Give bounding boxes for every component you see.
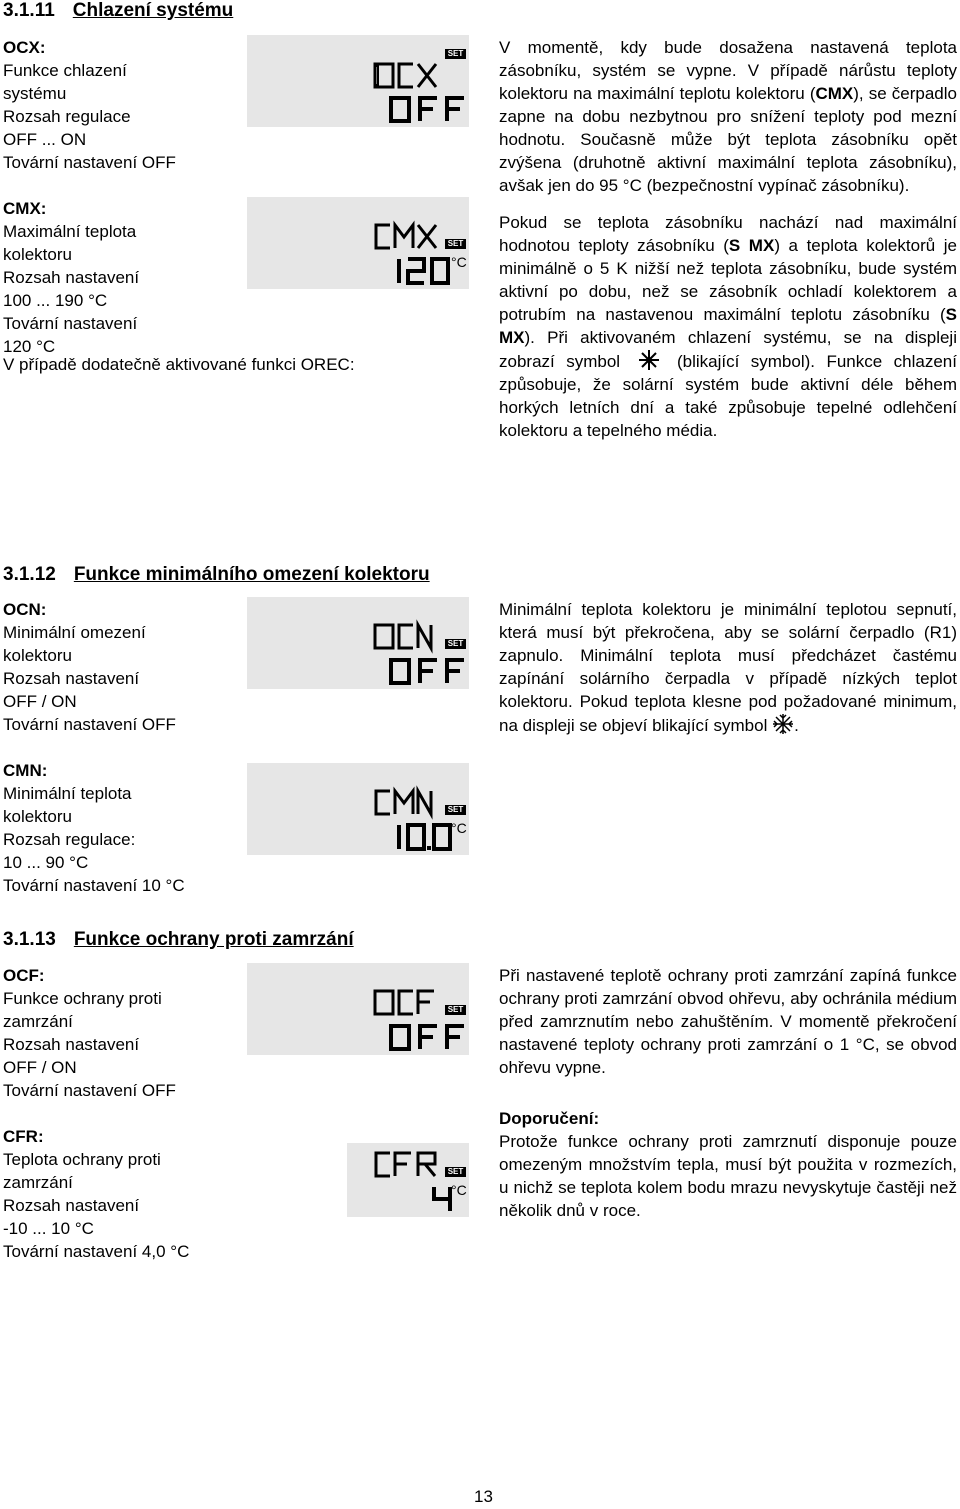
param-range: OFF / ON: [3, 692, 77, 711]
param-desc: zamrzání: [3, 1173, 73, 1192]
param-range-label: Rozsah regulace: [3, 107, 131, 126]
param-range-label: Rozsah nastavení: [3, 669, 140, 688]
recommendation-title: Doporučení:: [499, 1109, 600, 1128]
param-code: CMX:: [3, 199, 47, 218]
text: ).: [524, 328, 535, 347]
param-code: CFR:: [3, 1127, 44, 1146]
section-heading-3-1-12: [3, 564, 430, 586]
lcd-display-ocn: [247, 597, 469, 689]
section-number: 3.1.13: [3, 929, 56, 950]
param-default: Tovární nastavení OFF: [3, 1081, 176, 1100]
param-desc: Maximální teplota: [3, 222, 137, 241]
param-desc: Teplota ochrany proti: [3, 1150, 161, 1169]
section-number: 3.1.12: [3, 564, 56, 585]
orec-note: V případě dodatečně aktivované funkci OREC:: [3, 355, 355, 374]
param-desc: Funkce chlazení: [3, 61, 127, 80]
param-code: OCX:: [3, 38, 46, 57]
unit-label: °C: [451, 1182, 467, 1198]
section-title: Funkce ochrany proti zamrzání: [73, 929, 354, 950]
text: ), se čerpadlo zapne na dobu nezbytnou pro snížení teploty pod mezní hodnotu. Současně může být teplota zásobníku opět zvýšena (druhotně aktivní maximální teplota zásobníku), avšak jen do 95 °C (bezpečnostní vypínač zásobníku).: [499, 84, 957, 195]
ocf-parameter-block: [3, 964, 243, 1102]
text: .: [794, 716, 799, 735]
cooling-description: [499, 36, 957, 456]
recommendation-text: Protože funkce ochrany proti zamrznutí disponuje pouze omezeným množstvím tepla, musí být použita v rozmezích, u nichž se teplota kolem bodu mrazu nevyskytuje častěji než několik dnů v roce.: [499, 1132, 957, 1220]
param-default: Tovární nastavení OFF: [3, 153, 176, 172]
param-desc: zamrzání: [3, 1012, 73, 1031]
ocn-parameter-block: [3, 598, 243, 736]
section-heading-3-1-11: [3, 0, 233, 22]
paragraph: [499, 598, 957, 737]
param-range-label: Rozsah regulace:: [3, 830, 136, 849]
param-default: Tovární nastavení OFF: [3, 715, 176, 734]
param-code: OCN:: [3, 600, 47, 619]
param-desc: kolektoru: [3, 245, 72, 264]
param-range-label: Rozsah nastavení: [3, 1196, 140, 1215]
unit-label: °C: [451, 820, 467, 836]
cfr-parameter-block: [3, 1125, 243, 1263]
param-desc: systému: [3, 84, 67, 103]
param-desc: Funkce ochrany proti: [3, 989, 162, 1008]
min-limit-description: [499, 598, 957, 751]
cmx-parameter-block: [3, 197, 243, 358]
param-desc: kolektoru: [3, 646, 72, 665]
param-range: -10 ... 10 °C: [3, 1219, 94, 1238]
cmn-parameter-block: [3, 759, 243, 897]
set-indicator: SET: [445, 239, 466, 249]
param-default: Tovární nastavení 10 °C: [3, 876, 185, 895]
paragraph: [499, 36, 957, 197]
param-range: 10 ... 90 °C: [3, 853, 89, 872]
param-desc: Minimální teplota: [3, 784, 132, 803]
param-range-label: Rozsah nastavení: [3, 268, 140, 287]
sun-cooling-icon: [632, 349, 666, 369]
set-indicator: SET: [445, 1005, 466, 1015]
param-default-label: Tovární nastavení: [3, 314, 138, 333]
text: Při aktivovaném chlazení systému, se na displeji zobrazí symbol: [499, 328, 957, 371]
param-desc: Minimální omezení: [3, 623, 146, 642]
lcd-segments: [247, 1125, 469, 1217]
lcd-segments: [247, 597, 469, 689]
section-number: 3.1.11: [3, 0, 55, 21]
section-title: Funkce minimálního omezení kolektoru: [73, 564, 430, 585]
text-bold: S MX: [728, 236, 775, 255]
param-default: 120 °C: [3, 337, 56, 356]
lcd-display-cmn: [247, 763, 469, 855]
param-range: OFF / ON: [3, 1058, 77, 1077]
param-code: OCF:: [3, 966, 45, 985]
text: Minimální teplota kolektoru je minimální teplotou sepnutí, která musí být překročena, aby se solární čerpadlo (R1) zapnulo. Minimální teplota musí předcházet častému zapínání solárního čerpadla v případě nízkých teplot kolektoru. Pokud teplota klesne pod požadované minimum, na displeji se objeví blikající symbol: [499, 600, 957, 735]
frost-description: [499, 964, 957, 1236]
text: V momentě, kdy bude dosažena nastavená teplota zásobníku, systém se vypne. V případě nárůstu teploty kolektoru na maximální teplotu kolektoru (: [499, 38, 957, 103]
text-bold: CMX: [815, 84, 854, 103]
set-indicator: SET: [445, 805, 466, 815]
text: (blikající symbol). Funkce chlazení způsobuje, že solární systém bude aktivní déle během horkých letních dní a také způsobuje tepelné odlehčení kolektoru a tepelného média.: [499, 352, 957, 440]
param-range-label: Rozsah nastavení: [3, 1035, 140, 1054]
ocx-parameter-block: [3, 36, 243, 174]
lcd-segments: [247, 35, 469, 127]
unit-label: °C: [451, 254, 467, 270]
set-indicator: SET: [445, 49, 466, 59]
lcd-segments: [247, 763, 469, 855]
lcd-segments: [247, 963, 469, 1055]
page-number: 13: [474, 1487, 493, 1506]
lcd-segments: [247, 197, 469, 289]
text: ) a teplota kolektorů je minimálně o 5 K nižší než teplota zásobníku, bude systém aktivní po dobu, než se zásobník ochladí kolektorem a potrubím na nastavenou maximální teplotu zásobníku (: [499, 236, 957, 324]
set-indicator: SET: [445, 639, 466, 649]
lcd-display-cfr: [247, 1125, 469, 1217]
lcd-display-ocx: [247, 35, 469, 127]
param-range: 100 ... 190 °C: [3, 291, 108, 310]
section-heading-3-1-13: [3, 929, 354, 951]
param-default: Tovární nastavení 4,0 °C: [3, 1242, 190, 1261]
snowflake-icon: [772, 713, 794, 733]
text-bold: S MX: [499, 305, 957, 347]
lcd-display-ocf: [247, 963, 469, 1055]
lcd-display-cmx: [247, 197, 469, 289]
paragraph: [499, 211, 957, 442]
text: Pokud se teplota zásobníku nachází nad maximální hodnotou teploty zásobníku (: [499, 213, 957, 255]
paragraph: Při nastavené teplotě ochrany proti zamrzání zapíná funkce ochrany proti zamrzání obvod ohřevu, aby ochránila médium před zamrznutím nebo zahuštěním. V momentě překročení nastavené teploty ochrany proti zamrzání o 1 °C, se obvod ohřevu vypne.: [499, 966, 957, 1077]
param-desc: kolektoru: [3, 807, 72, 826]
param-code: CMN:: [3, 761, 48, 780]
section-title: Chlazení systému: [72, 0, 234, 21]
set-indicator: SET: [445, 1167, 466, 1177]
param-range: OFF ... ON: [3, 130, 87, 149]
